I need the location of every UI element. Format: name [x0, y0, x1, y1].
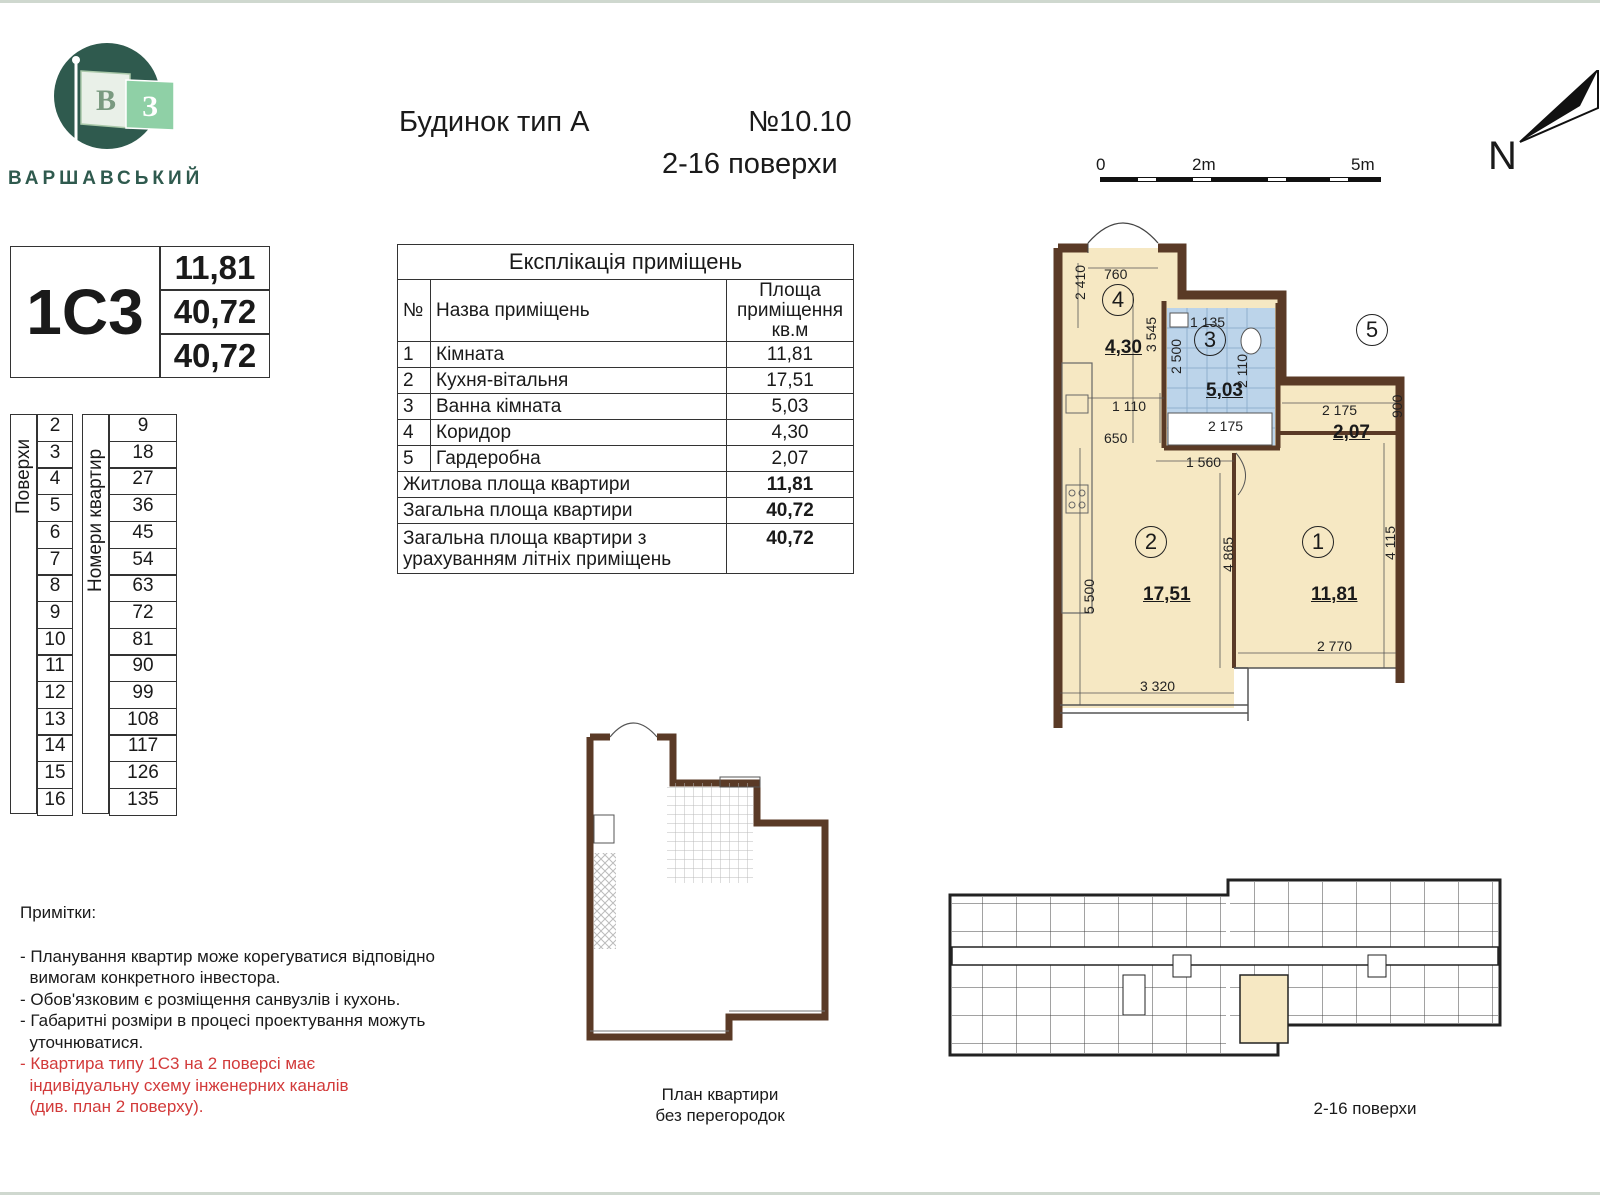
dimension-label: 5 500	[1081, 578, 1097, 614]
dimension-label: 2 500	[1168, 338, 1184, 374]
apartment-number-cell: 27	[109, 467, 177, 495]
logo-icon	[48, 40, 188, 152]
note-line: уточнюватися.	[20, 1032, 144, 1052]
room-area-label: 17,51	[1143, 584, 1191, 605]
open-plan-drawing	[585, 715, 855, 1055]
table-row	[398, 394, 854, 420]
total-value: 40,72	[727, 498, 854, 524]
apartment-number-cell: 54	[109, 548, 177, 576]
floor-plan-overview	[948, 875, 1508, 1070]
total-label: Загальна площа квартири з урахуванням літніх приміщень	[398, 524, 727, 574]
north-label: N	[1488, 134, 1517, 178]
dimension-label: 900	[1389, 394, 1405, 418]
table-row	[398, 342, 854, 368]
scale-bar	[1098, 174, 1398, 188]
floor-number-cell: 4	[37, 467, 73, 495]
header-name: Назва приміщень	[431, 280, 727, 342]
open-plan-caption	[620, 1084, 820, 1126]
room-marker-4: 4	[1102, 284, 1134, 316]
floor-number-cell: 15	[37, 761, 73, 789]
floor-number-cell: 12	[37, 681, 73, 709]
apartment-number-cell: 72	[109, 601, 177, 629]
note-line: - Габаритні розміри в процесі проектування можуть	[20, 1011, 426, 1030]
logo-letter-z: З	[142, 90, 158, 123]
room-name: Кухня-вітальня	[431, 368, 727, 394]
total-label: Житлова площа квартири	[398, 472, 727, 498]
room-area-label: 5,03	[1206, 380, 1243, 401]
room-marker-3: 3	[1194, 324, 1226, 356]
open-plan-caption-line2: без перегородок	[655, 1106, 785, 1125]
room-area: 11,81	[727, 342, 854, 368]
floor-number-cell: 13	[37, 708, 73, 736]
room-area-label: 11,81	[1311, 584, 1358, 605]
apartment-number-cell: 99	[109, 681, 177, 709]
room-area: 5,03	[727, 394, 854, 420]
apartment-number-cell: 63	[109, 574, 177, 602]
total-area-value: 40,72	[160, 290, 270, 334]
note-line: вимогам конкретного інвестора.	[20, 968, 281, 987]
floor-number-cell: 10	[37, 628, 73, 656]
total-row	[398, 498, 854, 524]
floor-number-cell: 9	[37, 601, 73, 629]
apartment-number-cell: 81	[109, 628, 177, 656]
living-area-value: 11,81	[160, 246, 270, 290]
room-name: Гардеробна	[431, 446, 727, 472]
explication-title: Експлікація приміщень	[398, 245, 854, 280]
scale-label-2m: 2m	[1192, 155, 1216, 174]
scale-label-0: 0	[1096, 155, 1106, 174]
note-line-red: (див. план 2 поверху).	[20, 1097, 204, 1116]
total-value: 11,81	[727, 472, 854, 498]
apartment-number-cell: 36	[109, 494, 177, 522]
scale-label-5m: 5m	[1351, 155, 1375, 174]
header-num: №	[398, 280, 431, 342]
apartment-number-cell: 90	[109, 654, 177, 682]
floor-number-cell: 8	[37, 574, 73, 602]
floor-number-cell: 7	[37, 548, 73, 576]
floor-number-cell: 16	[37, 788, 73, 816]
room-marker-1: 1	[1302, 526, 1334, 558]
table-row	[398, 446, 854, 472]
dimension-label: 2 410	[1072, 264, 1088, 300]
floors-range: 2-16 поверхи	[662, 148, 838, 180]
floor-number-cell: 11	[37, 654, 73, 682]
room-area: 2,07	[727, 446, 854, 472]
floor-number-cell: 2	[37, 414, 73, 442]
floor-number-cell: 5	[37, 494, 73, 522]
building-number: №10.10	[748, 106, 852, 138]
brand-name: ВАРШАВСЬКИЙ	[8, 168, 204, 189]
table-row	[398, 420, 854, 446]
room-marker-5: 5	[1356, 314, 1388, 346]
dimension-label: 1 135	[1190, 314, 1226, 330]
apartment-number-cell: 108	[109, 708, 177, 736]
dimension-label: 4 865	[1220, 536, 1236, 572]
floor-number-cell: 14	[37, 734, 73, 762]
room-area: 4,30	[727, 420, 854, 446]
room-area-label: 4,30	[1105, 337, 1142, 358]
bottom-border	[0, 1192, 1600, 1195]
room-num: 2	[398, 368, 431, 394]
room-name: Кімната	[431, 342, 727, 368]
room-num: 4	[398, 420, 431, 446]
dimension-label: 1 110	[1112, 398, 1146, 414]
room-name: Ванна кімната	[431, 394, 727, 420]
top-border	[0, 0, 1600, 3]
note-line: - Обов'язковим є розміщення санвузлів і кухонь.	[20, 989, 401, 1009]
dimension-label: 760	[1104, 266, 1128, 282]
room-area-label: 2,07	[1333, 422, 1370, 443]
apartment-code: 1С3	[10, 246, 160, 378]
dimension-label: 4 115	[1382, 526, 1398, 560]
note-line-red: індивідуальну схему інженерних каналів	[20, 1075, 349, 1095]
logo-letter-v: В	[96, 84, 117, 117]
explication-table	[397, 244, 854, 574]
open-plan-caption-line1: План квартири	[661, 1085, 779, 1104]
total-row	[398, 472, 854, 498]
dimension-label: 2 175	[1208, 418, 1244, 434]
apartment-number-cell: 135	[109, 788, 177, 816]
floors-label: Поверхи	[13, 438, 34, 514]
room-num: 5	[398, 446, 431, 472]
room-area: 17,51	[727, 368, 854, 394]
notes-list	[20, 946, 500, 1118]
total-area-summer-value: 40,72	[160, 334, 270, 378]
building-type: Будинок тип А	[399, 106, 590, 138]
note-line-red: - Квартира типу 1С3 на 2 поверсі має	[20, 1054, 316, 1073]
apartment-number-cell: 18	[109, 441, 177, 469]
apartment-number-cell: 126	[109, 761, 177, 789]
notes-title: Примітки:	[20, 903, 97, 922]
apts-label: Номери квартир	[85, 448, 106, 592]
room-name: Коридор	[431, 420, 727, 446]
dimension-label: 1 560	[1186, 454, 1222, 470]
room-marker-2: 2	[1135, 526, 1167, 558]
room-num: 3	[398, 394, 431, 420]
table-row	[398, 368, 854, 394]
dimension-label: 3 545	[1143, 316, 1159, 352]
floor-plan-caption: 2-16 поверхи	[1313, 1099, 1417, 1118]
total-value: 40,72	[727, 524, 854, 574]
dimension-label: 650	[1104, 430, 1128, 446]
apartment-number-cell: 9	[109, 414, 177, 442]
dimension-label: 2 770	[1317, 638, 1353, 654]
notes	[20, 902, 500, 1118]
room-num: 1	[398, 342, 431, 368]
dimension-label: 3 320	[1140, 678, 1176, 694]
floor-number-cell: 3	[37, 441, 73, 469]
note-line: - Планування квартир може корегуватися відповідно	[20, 946, 435, 966]
header-area: Площа приміщення кв.м	[727, 280, 854, 342]
floor-number-cell: 6	[37, 521, 73, 549]
total-row	[398, 524, 854, 574]
apartment-number-cell: 45	[109, 521, 177, 549]
total-label: Загальна площа квартири	[398, 498, 727, 524]
dimension-label: 2 110	[1234, 354, 1250, 388]
apartment-number-cell: 117	[109, 734, 177, 762]
dimension-label: 2 175	[1322, 402, 1358, 418]
